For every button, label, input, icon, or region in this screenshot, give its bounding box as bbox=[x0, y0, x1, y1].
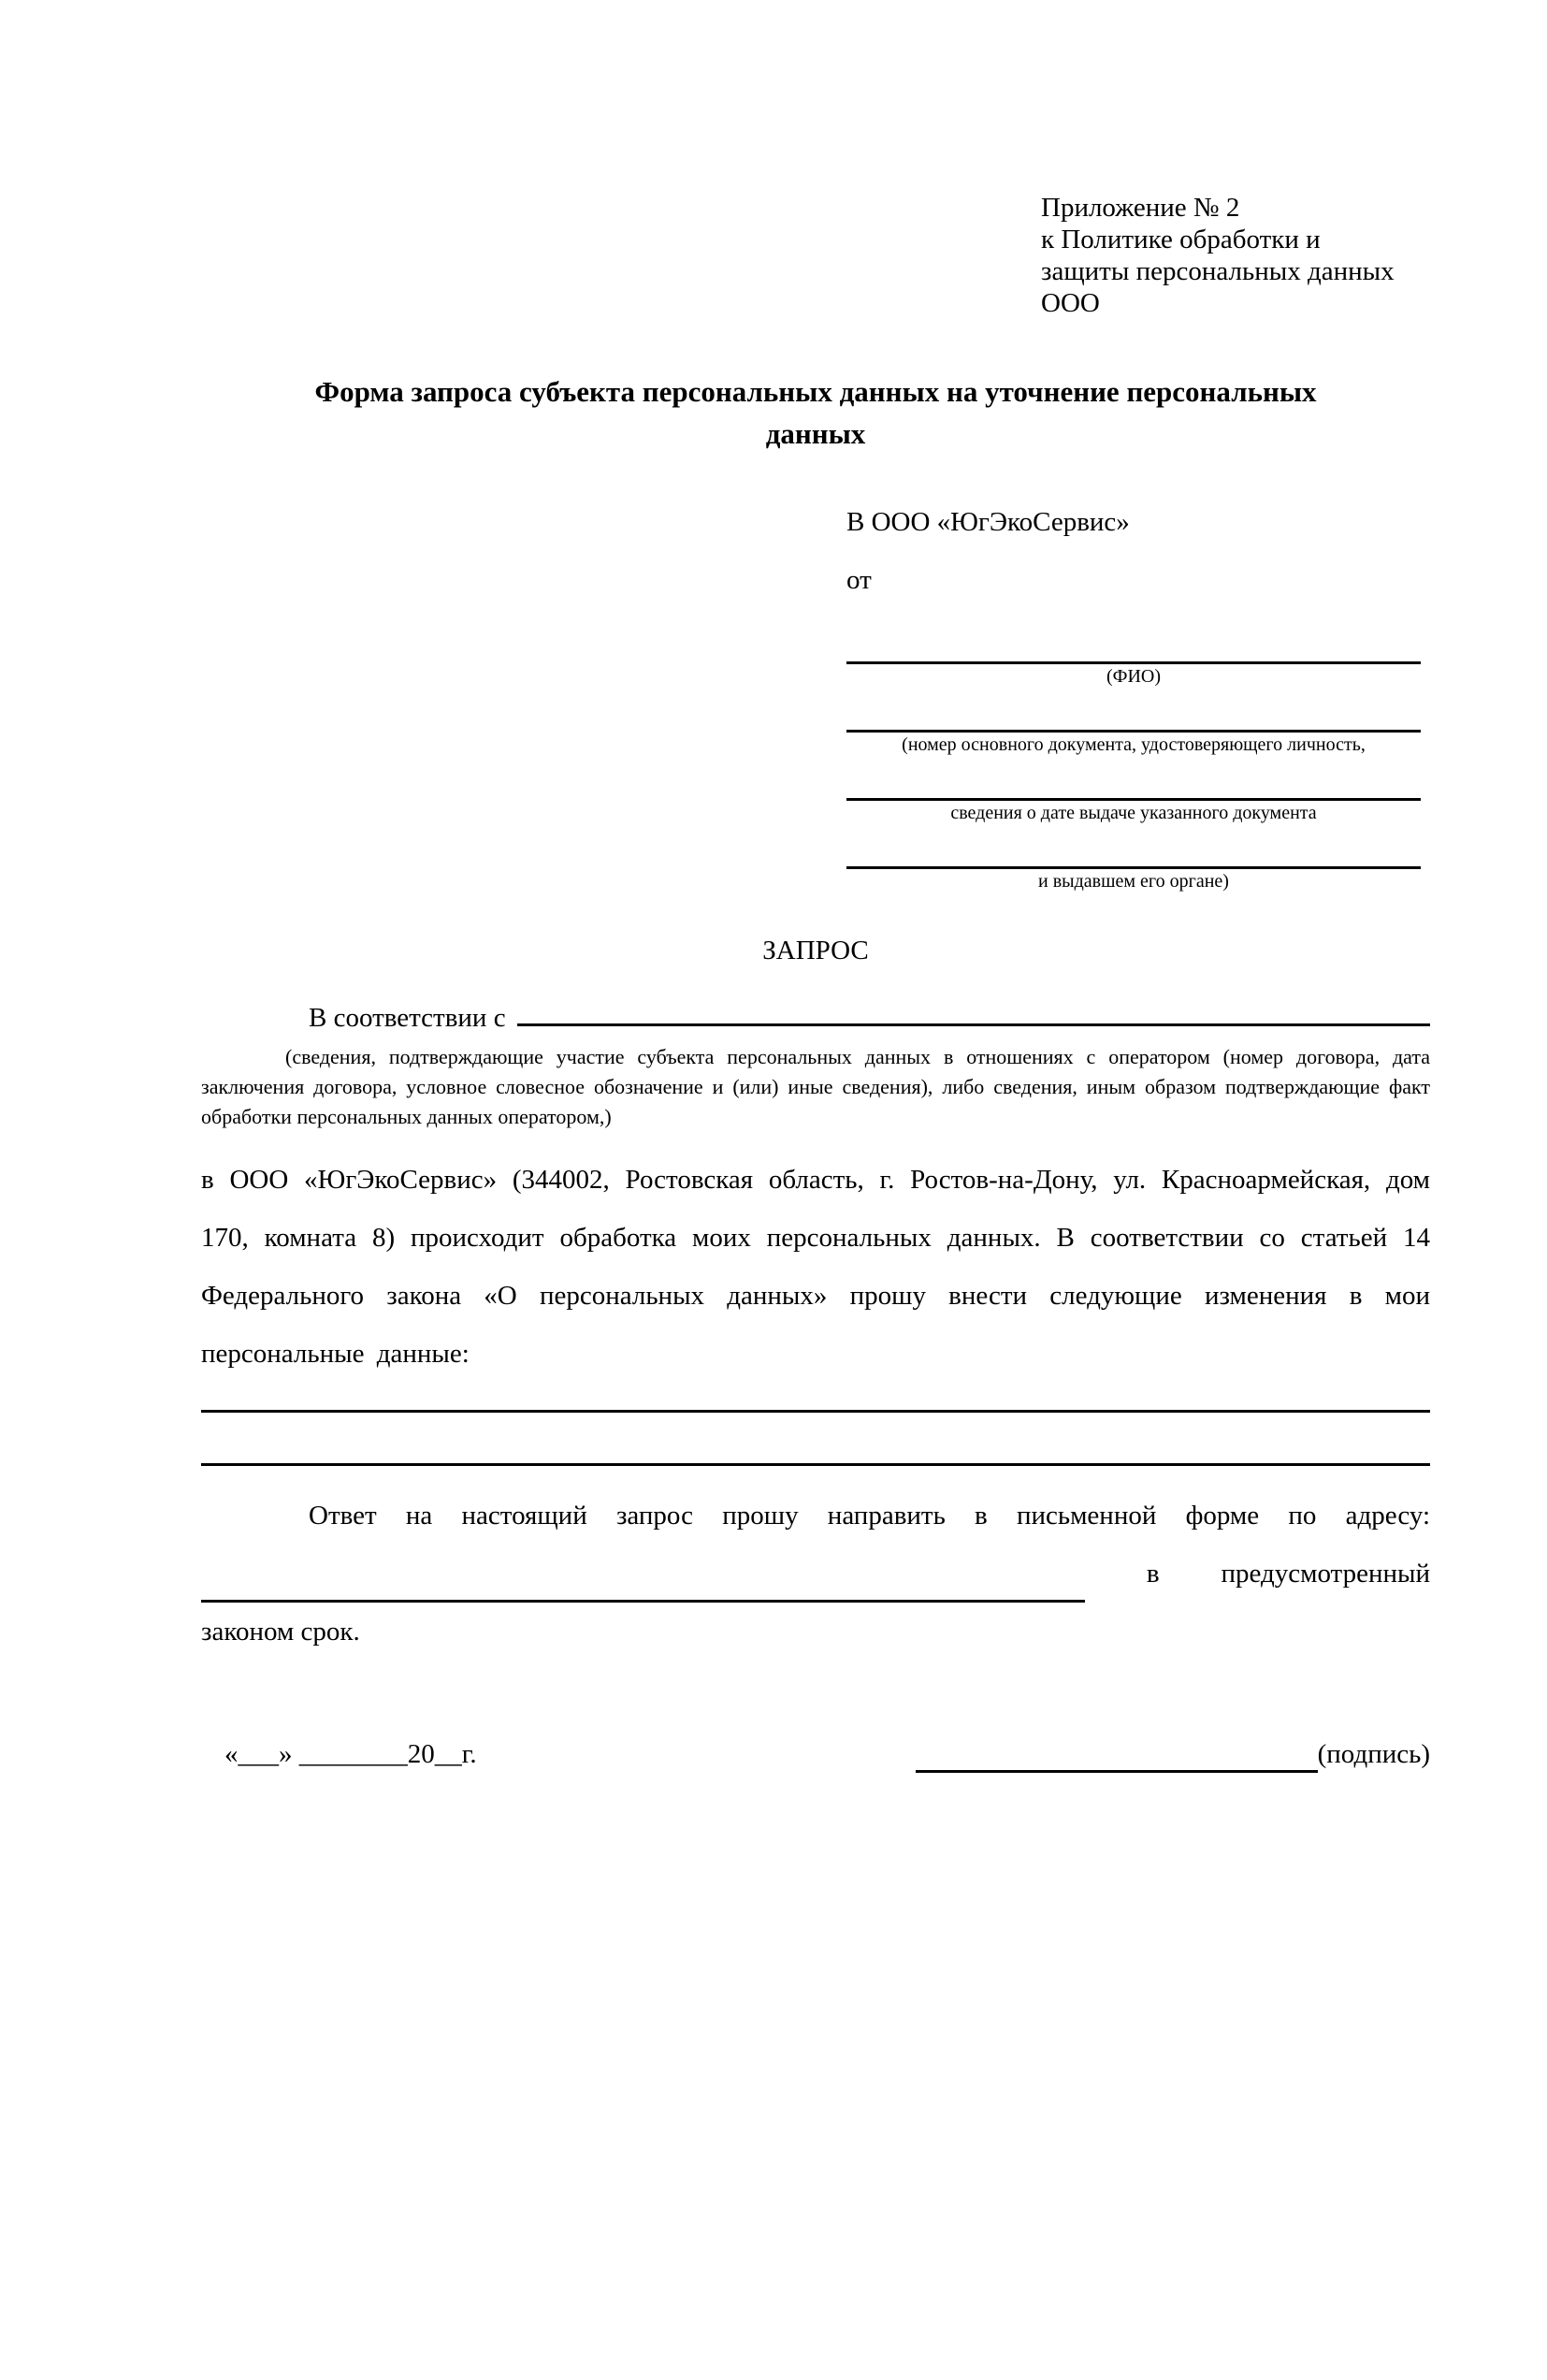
answer-tail-word: в bbox=[1146, 1559, 1160, 1589]
accordance-field-line[interactable] bbox=[517, 996, 1430, 1026]
doc-number-field-caption: (номер основного документа, удостоверяющего личность, bbox=[902, 734, 1366, 755]
doc-issue-date-field bbox=[846, 798, 1421, 825]
changes-field-line-1[interactable] bbox=[201, 1383, 1430, 1413]
request-heading: ЗАПРОС bbox=[762, 936, 869, 965]
doc-number-field bbox=[846, 730, 1421, 757]
doc-issuer-field bbox=[846, 866, 1421, 893]
appendix-line: ООО bbox=[1041, 288, 1100, 318]
appendix-line: Приложение № 2 bbox=[1041, 193, 1240, 223]
page-title: Форма запроса субъекта персональных данных на уточнение персональных данных bbox=[314, 375, 1317, 450]
accordance-footnote: (сведения, подтверждающие участие субъекта персональных данных в отношениях с оператором (номер договора, дата заключения договора, условное словесное обозначение и (или) иные сведения), либо сведения, иным образом подтверждающие факт обработки персональных данных оператором,) bbox=[201, 1045, 1430, 1128]
appendix-line: защиты персональных данных bbox=[1041, 256, 1395, 286]
accordance-row bbox=[201, 996, 1430, 1037]
from-label: от bbox=[846, 565, 872, 595]
changes-field-line-2[interactable] bbox=[201, 1413, 1430, 1466]
addressee-company: В ООО «ЮгЭкоСервис» bbox=[846, 507, 1130, 537]
fio-field bbox=[846, 661, 1421, 689]
accordance-lead: В соответствии с bbox=[309, 1003, 506, 1033]
doc-issue-date-field-caption: сведения о дате выдаче указанного документа bbox=[950, 803, 1317, 823]
signature-line[interactable] bbox=[916, 1743, 1318, 1773]
appendix-line: к Политике обработки и bbox=[1041, 225, 1321, 254]
answer-tail-word: предусмотренный bbox=[1221, 1559, 1430, 1589]
addressee-block bbox=[846, 506, 1421, 893]
fio-field-caption: (ФИО) bbox=[1106, 666, 1161, 687]
answer-address-row bbox=[201, 1545, 1430, 1603]
signature-block bbox=[916, 1735, 1430, 1773]
document-page bbox=[0, 192, 1547, 2380]
address-field-line[interactable] bbox=[201, 1554, 1085, 1603]
appendix-block bbox=[1041, 192, 1430, 319]
footer-row bbox=[201, 1735, 1430, 1773]
signature-caption: (подпись) bbox=[1317, 1739, 1430, 1769]
answer-lead-paragraph: Ответ на настоящий запрос прошу направить в письменной форме по адресу: bbox=[309, 1501, 1430, 1531]
date-field[interactable]: «___» ________20__г. bbox=[224, 1739, 477, 1769]
answer-end-text: законом срок. bbox=[201, 1617, 360, 1647]
doc-issuer-field-caption: и выдавшем его органе) bbox=[1038, 871, 1229, 892]
body-paragraph: в ООО «ЮгЭкоСервис» (344002, Ростовская область, г. Ростов-на-Дону, ул. Красноармейская, дом 170, комната 8) происходит обработка моих персональных данных. В соответствии со статьей 14 Федерального закона «О персональных данных» прошу внести следующие изменения в мои персональные данные: bbox=[201, 1165, 1430, 1369]
